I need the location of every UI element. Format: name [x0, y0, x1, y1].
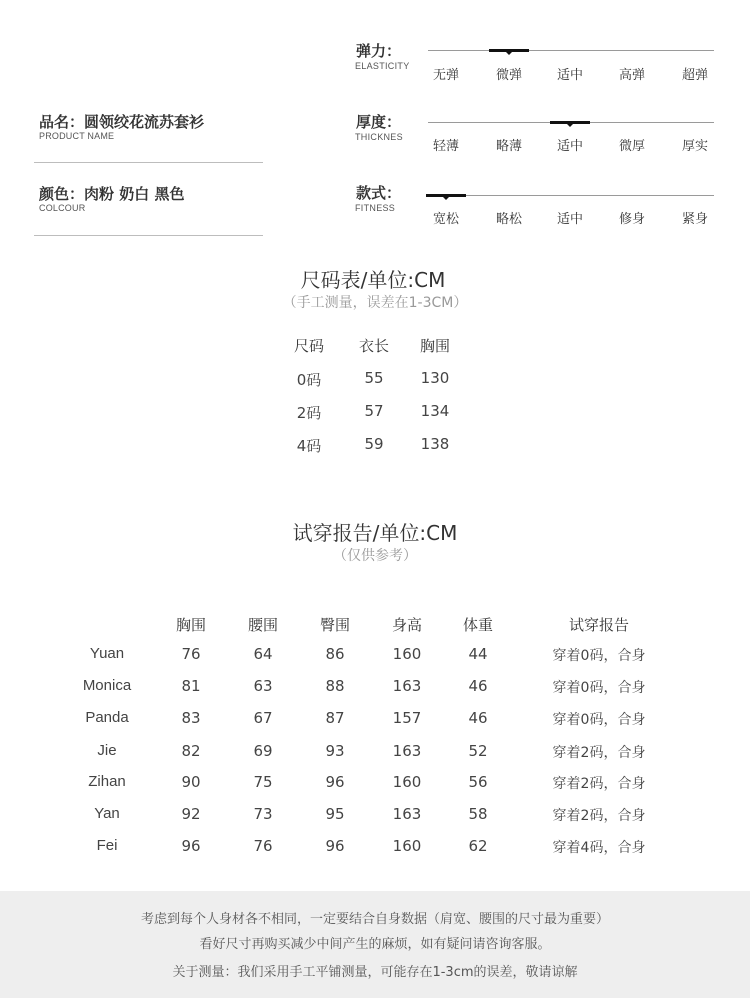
elasticity-scale-line [428, 50, 714, 51]
fitness-option: 宽松 [432, 212, 459, 227]
product-color-divider [34, 235, 263, 236]
fitting-report-header: 体重 [462, 616, 493, 634]
fitting-report-header: 臀围 [319, 616, 350, 634]
thickness-sub: THICKNES [355, 132, 403, 142]
fitting-report-cell: 62 [468, 837, 488, 855]
fitting-report-cell: 87 [325, 709, 345, 727]
size-chart-cell: 55 [364, 369, 384, 387]
fitting-report-cell: 穿着2码，合身 [552, 808, 646, 824]
fitting-report-cell: 82 [181, 742, 201, 760]
elasticity-option: 微弹 [495, 68, 522, 83]
fitting-report-header: 胸围 [175, 616, 206, 634]
product-name-divider [34, 162, 263, 163]
product-name-title: 品名：圆领绞花流苏套衫 [39, 113, 205, 131]
elasticity-option: 适中 [556, 68, 583, 83]
fitting-report-cell: 88 [325, 677, 345, 695]
fitting-report-title: 试穿报告/单位:CM [292, 521, 458, 545]
fitting-report-cell: 157 [392, 709, 422, 727]
fitting-report-cell: 穿着0码，合身 [552, 680, 646, 696]
size-chart-cell: 0码 [296, 371, 322, 389]
thickness-option: 适中 [556, 139, 583, 154]
fitting-report-cell: 穿着2码，合身 [552, 745, 646, 761]
fitting-report-header: 腰围 [247, 616, 278, 634]
fitting-report-cell: 96 [181, 837, 201, 855]
fitting-report-model-name: Yan [94, 805, 120, 822]
fitting-report-model-name: Yuan [89, 645, 125, 662]
size-chart-title: 尺码表/单位:CM [300, 268, 446, 292]
fitting-report-cell: 93 [325, 742, 345, 760]
fitness-scale-line [428, 195, 714, 196]
fitting-report-subtitle: （仅供参考） [333, 548, 417, 564]
fitting-report-cell: 73 [253, 805, 273, 823]
fitness-option: 紧身 [681, 212, 708, 227]
fitting-report-cell: 95 [325, 805, 345, 823]
fitness-title: 款式： [356, 184, 402, 202]
fitting-report-cell: 83 [181, 709, 201, 727]
fitting-report-cell: 46 [468, 677, 488, 695]
fitting-report-cell: 穿着4码，合身 [552, 840, 646, 856]
product-color-title: 颜色：肉粉 奶白 黑色 [39, 185, 185, 203]
fitting-report-cell: 96 [325, 773, 345, 791]
fitting-report-cell: 52 [468, 742, 488, 760]
thickness-option: 轻薄 [432, 139, 459, 154]
fitting-report-cell: 160 [392, 837, 422, 855]
fitting-report-cell: 76 [253, 837, 273, 855]
fitting-report-cell: 64 [253, 645, 273, 663]
fitting-report-model-name: Jie [97, 742, 117, 759]
fitting-report-cell: 76 [181, 645, 201, 663]
size-chart-header: 尺码 [293, 337, 324, 355]
product-color-sub: COLCOUR [39, 203, 86, 213]
size-chart-cell: 4码 [296, 437, 322, 455]
product-name-sub: PRODUCT NAME [39, 131, 115, 141]
thickness-option: 微厚 [618, 139, 645, 154]
size-chart-cell: 138 [420, 435, 450, 453]
footer-note-1: 考虑到每个人身材各不相同，一定要结合自身数据（肩宽、腰围的尺寸最为重要） [140, 912, 609, 927]
fitting-report-cell: 穿着0码，合身 [552, 712, 646, 728]
thickness-scale-marker [550, 121, 590, 124]
fitting-report-cell: 96 [325, 837, 345, 855]
elasticity-option: 无弹 [432, 68, 459, 83]
fitting-report-cell: 44 [468, 645, 488, 663]
elasticity-sub: ELASTICITY [355, 61, 410, 71]
fitting-report-cell: 67 [253, 709, 273, 727]
fitting-report-cell: 163 [392, 677, 422, 695]
thickness-title: 厚度： [356, 113, 402, 131]
fitting-report-cell: 46 [468, 709, 488, 727]
fitting-report-header: 试穿报告 [568, 616, 629, 634]
fitness-sub: FITNESS [355, 203, 396, 213]
footer-note-2: 看好尺寸再购买减少中间产生的麻烦，如有疑问请咨询客服。 [199, 937, 551, 952]
size-chart-cell: 134 [420, 402, 450, 420]
fitting-report-cell: 163 [392, 805, 422, 823]
fitting-report-cell: 58 [468, 805, 488, 823]
thickness-option: 略薄 [495, 139, 522, 154]
fitness-option: 略松 [495, 212, 522, 227]
size-chart-header: 胸围 [419, 337, 450, 355]
fitting-report-model-name: Panda [85, 709, 129, 726]
size-chart-cell: 57 [364, 402, 384, 420]
elasticity-scale-marker [489, 49, 529, 52]
elasticity-option: 高弹 [618, 68, 645, 83]
fitting-report-cell: 81 [181, 677, 201, 695]
fitting-report-model-name: Fei [96, 837, 118, 854]
fitting-report-cell: 160 [392, 645, 422, 663]
fitting-report-cell: 90 [181, 773, 201, 791]
size-chart-cell: 130 [420, 369, 450, 387]
fitting-report-cell: 63 [253, 677, 273, 695]
fitting-report-header: 身高 [391, 616, 422, 634]
fitting-report-cell: 56 [468, 773, 488, 791]
fitting-report-cell: 穿着2码，合身 [552, 776, 646, 792]
fitness-option: 适中 [556, 212, 583, 227]
elasticity-title: 弹力： [356, 42, 402, 60]
fitting-report-model-name: Zihan [88, 773, 126, 790]
elasticity-option: 超弹 [681, 68, 708, 83]
fitting-report-cell: 穿着0码，合身 [552, 648, 646, 664]
fitting-report-model-name: Monica [82, 677, 132, 694]
fitting-report-cell: 160 [392, 773, 422, 791]
size-chart-header: 衣长 [358, 337, 389, 355]
size-chart-cell: 59 [364, 435, 384, 453]
size-chart-cell: 2码 [296, 404, 322, 422]
thickness-option: 厚实 [681, 139, 708, 154]
fitting-report-cell: 69 [253, 742, 273, 760]
fitting-report-cell: 163 [392, 742, 422, 760]
fitting-report-cell: 92 [181, 805, 201, 823]
fitting-report-cell: 86 [325, 645, 345, 663]
fitting-report-cell: 75 [253, 773, 273, 791]
footer-note-3: 关于测量：我们采用手工平铺测量，可能存在1-3cm的误差，敬请谅解 [172, 965, 578, 980]
fitness-option: 修身 [618, 212, 645, 227]
fitness-scale-marker [426, 194, 466, 197]
size-chart-subtitle: （手工测量，误差在1-3CM） [282, 295, 468, 311]
